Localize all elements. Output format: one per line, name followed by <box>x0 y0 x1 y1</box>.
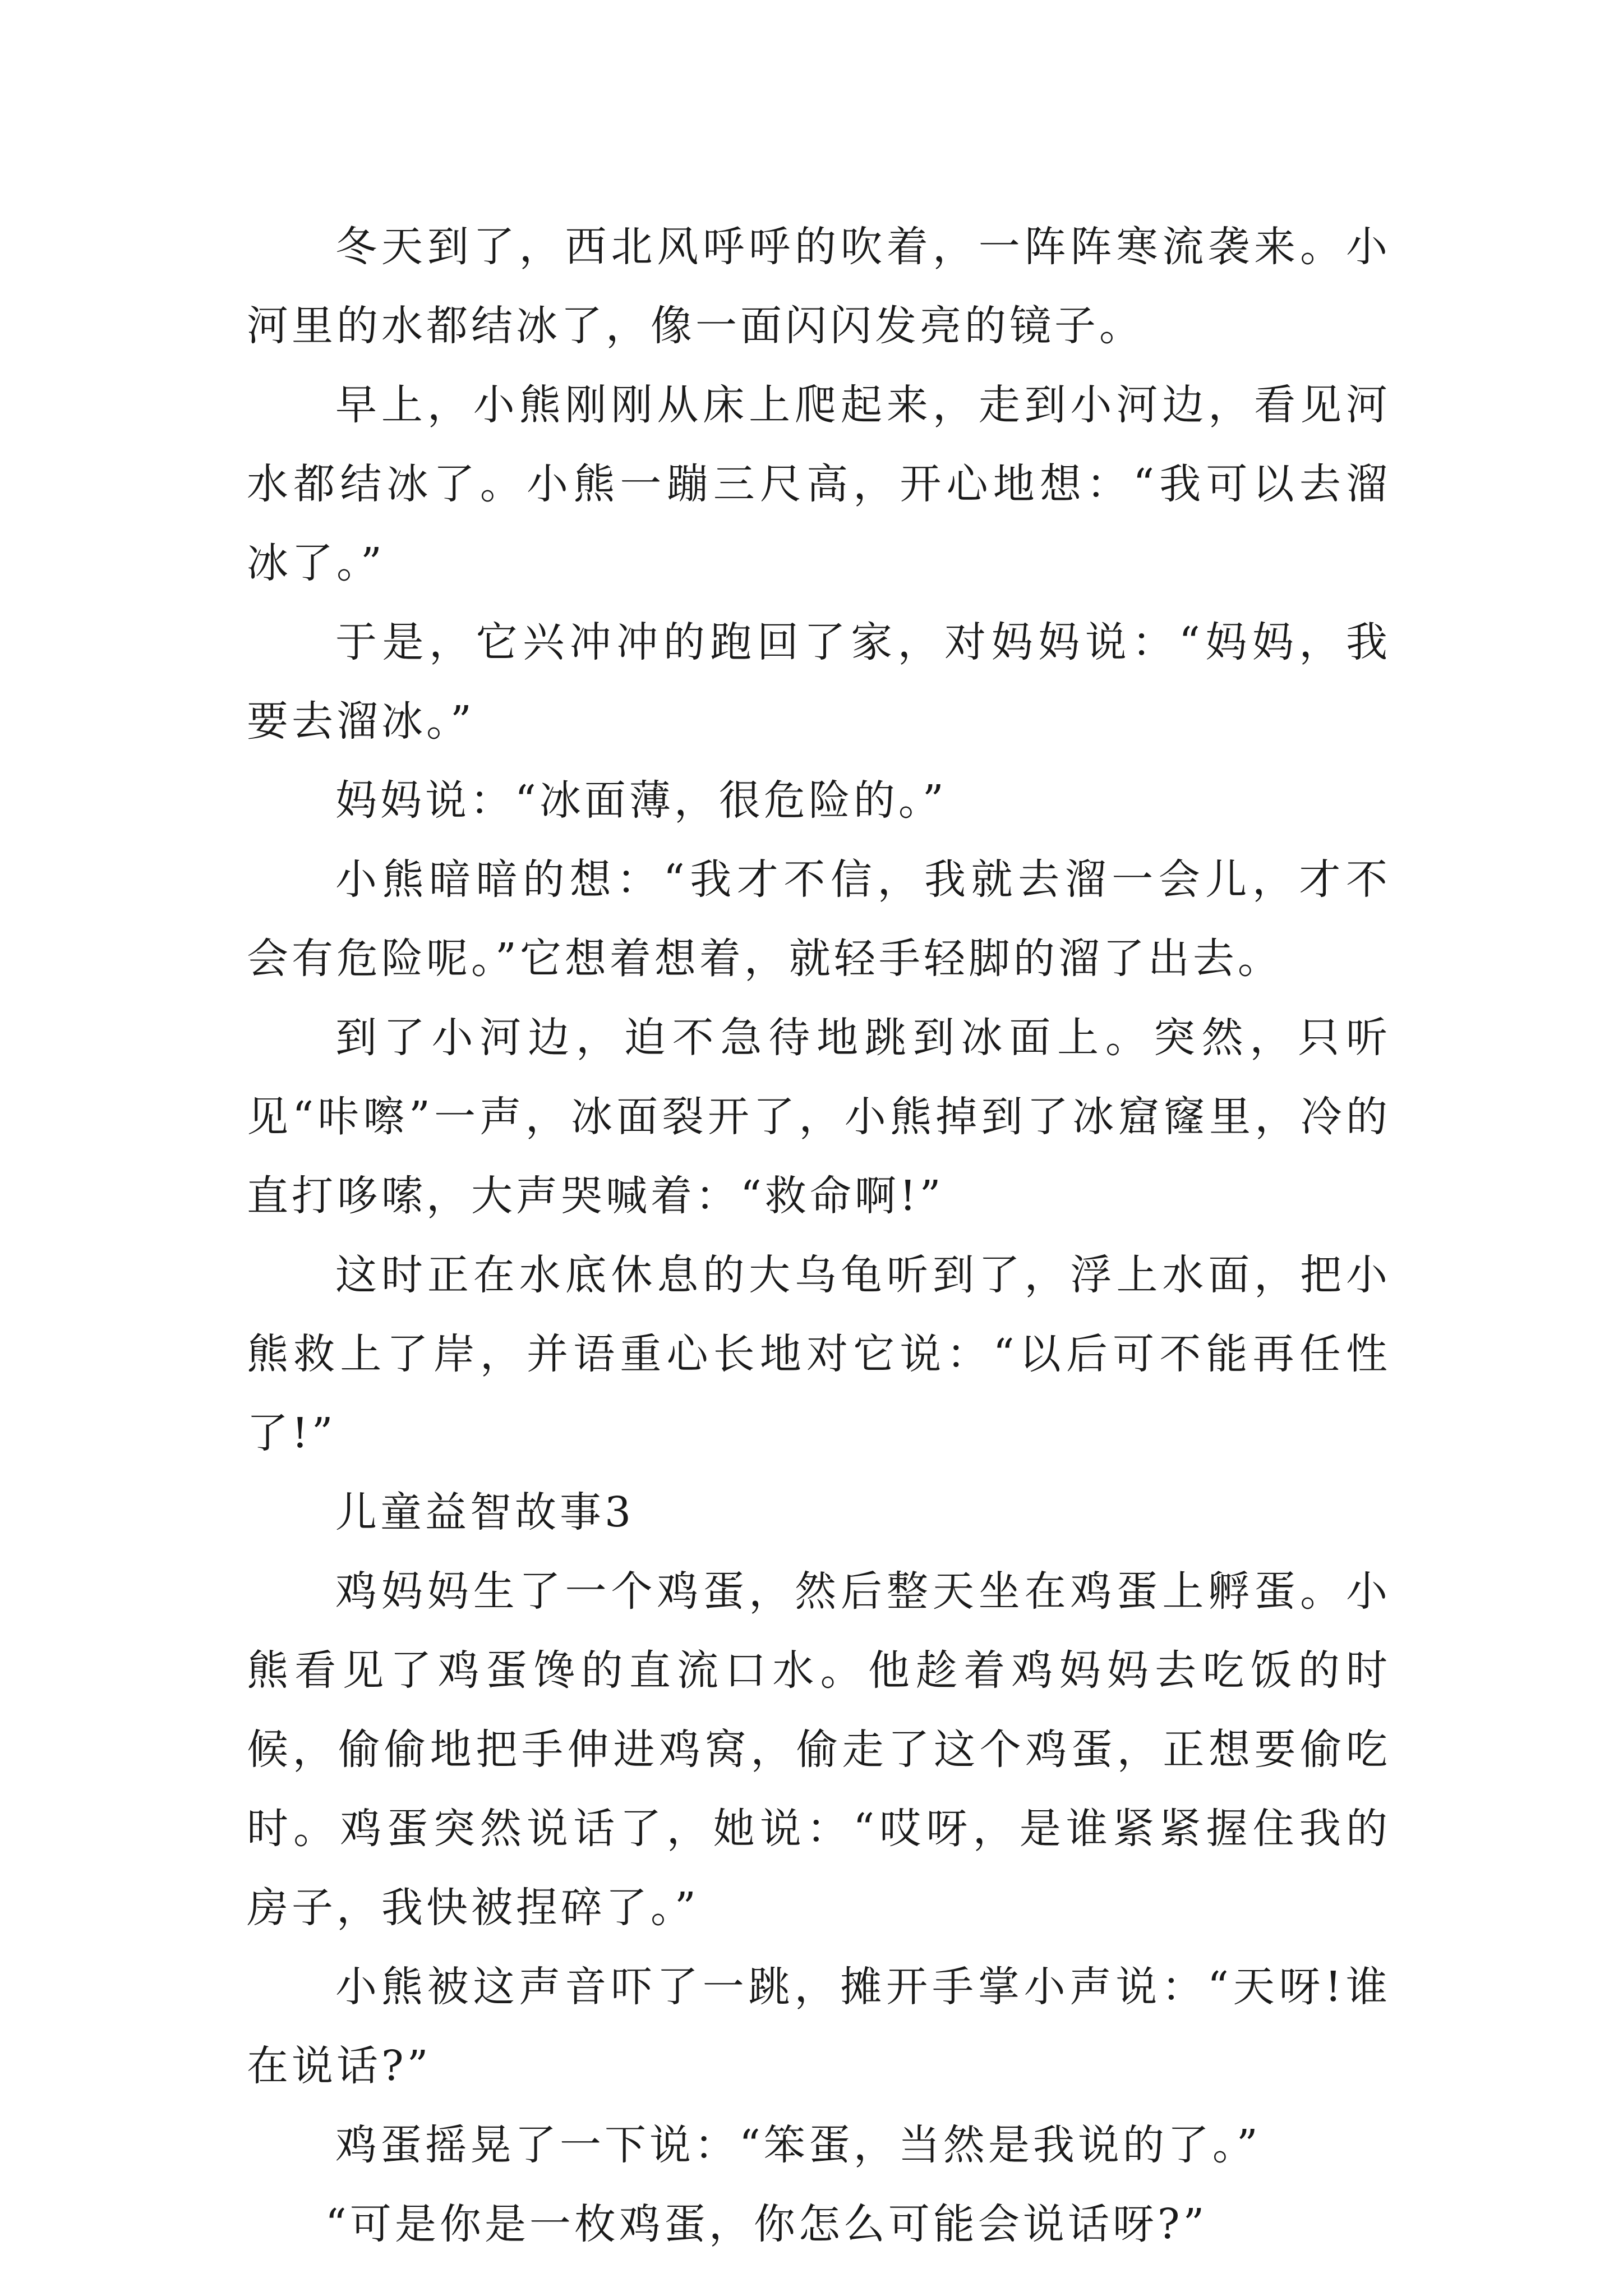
paragraph-ice-breaks: 到了小河边，迫不急待地跳到冰面上。突然，只听见“咔嚓”一声，冰面裂开了，小熊掉到了冰窟窿里，冷的直打哆嗦，大声哭喊着：“救命啊!” <box>247 1014 1391 1220</box>
paragraph-egg-reply: 鸡蛋摇晃了一下说：“笨蛋，当然是我说的了。” <box>335 2121 1261 2169</box>
paragraph-bear-startled: 小熊被这声音吓了一跳，摊开手掌小声说：“天呀!谁在说话?” <box>247 1963 1391 2090</box>
document-body <box>247 208 1391 2264</box>
paragraph-winter-river: 冬天到了，西北风呼呼的吹着，一阵阵寒流袭来。小河里的水都结冰了，像一面闪闪发亮的镜子。 <box>247 223 1391 350</box>
paragraph-bear-sees-ice: 早上，小熊刚刚从床上爬起来，走到小河边，看见河水都结冰了。小熊一蹦三尺高，开心地想：“我可以去溜冰了。” <box>247 381 1391 587</box>
paragraph-bear-tells-mom: 于是，它兴冲冲的跑回了家，对妈妈说：“妈妈，我要去溜冰。” <box>247 618 1391 746</box>
paragraph-turtle-rescue: 这时正在水底休息的大乌龟听到了，浮上水面，把小熊救上了岸，并语重心长地对它说：“以后可不能再任性了!” <box>247 1251 1391 1457</box>
paragraph-mom-warns: 妈妈说：“冰面薄，很危险的。” <box>335 776 947 825</box>
paragraph-bear-question: “可是你是一枚鸡蛋，你怎么可能会说话呀?” <box>325 2200 1208 2248</box>
paragraph-bear-sneaks-out: 小熊暗暗的想：“我才不信，我就去溜一会儿，才不会有危险呢。”它想着想着，就轻手轻脚的溜了出去。 <box>247 855 1391 983</box>
story-heading: 儿童益智故事3 <box>335 1488 635 1536</box>
paragraph-hen-egg: 鸡妈妈生了一个鸡蛋，然后整天坐在鸡蛋上孵蛋。小熊看见了鸡蛋馋的直流口水。他趁着鸡妈妈去吃饭的时候，偷偷地把手伸进鸡窝，偷走了这个鸡蛋，正想要偷吃时。鸡蛋突然说话了，她说：“哎呀，是谁紧紧握住我的房子，我快被捏碎了。” <box>247 1567 1391 1932</box>
